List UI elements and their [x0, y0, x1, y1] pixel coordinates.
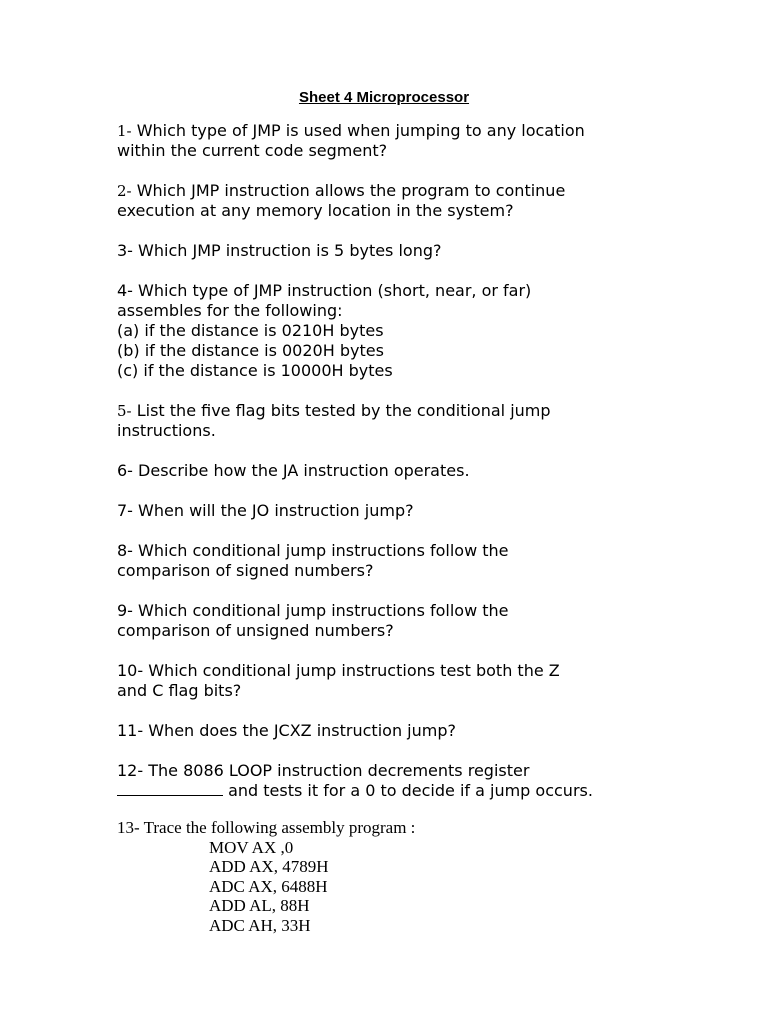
question-text: Which conditional jump instructions test both the Z	[148, 661, 560, 680]
question-number: 8-	[117, 541, 133, 560]
code-line: ADD AX, 4789H	[209, 857, 329, 876]
question-text: Which type of JMP instruction (short, near, or far)	[138, 281, 532, 300]
question-number: 12-	[117, 761, 144, 780]
question-text: and tests it for a 0 to decide if a jump occurs.	[228, 781, 593, 800]
question-1	[117, 121, 677, 161]
question-number: 11-	[117, 721, 144, 740]
code-line: ADC AH, 33H	[209, 915, 311, 935]
code-line: MOV AX ,0	[209, 837, 294, 857]
question-text: Which JMP instruction is 5 bytes long?	[138, 241, 442, 260]
question-11	[117, 721, 677, 741]
question-12	[117, 761, 677, 801]
question-number: 10-	[117, 661, 144, 680]
question-number: 3-	[117, 241, 133, 260]
question-text: Which conditional jump instructions follow the	[138, 541, 509, 560]
question-2	[117, 181, 677, 221]
question-text: The 8086 LOOP instruction decrements register	[148, 761, 530, 780]
question-3	[117, 241, 677, 261]
question-text: comparison of signed numbers?	[117, 561, 374, 580]
question-list	[117, 121, 677, 801]
question-text: List the five flag bits tested by the conditional jump	[136, 401, 551, 420]
question-option: (a) if the distance is 0210H bytes	[117, 321, 384, 340]
question-text: execution at any memory location in the system?	[117, 201, 514, 220]
question-text: Which JMP instruction allows the program to continue	[136, 181, 566, 200]
question-13	[117, 818, 415, 935]
question-5	[117, 401, 677, 441]
question-text: When does the JCXZ instruction jump?	[148, 721, 456, 740]
question-text: When will the JO instruction jump?	[138, 501, 414, 520]
question-9	[117, 601, 677, 641]
question-option: (b) if the distance is 0020H bytes	[117, 341, 384, 360]
question-number: 1-	[117, 122, 132, 140]
code-line: ADD AL, 88H	[209, 896, 310, 915]
question-number: 6-	[117, 461, 133, 480]
question-number: 5-	[117, 402, 132, 420]
fill-in-blank	[117, 781, 223, 796]
question-6	[117, 461, 677, 481]
code-line: ADC AX, 6488H	[209, 876, 328, 896]
question-10	[117, 661, 677, 701]
question-text: 13- Trace the following assembly program :	[117, 818, 416, 837]
question-text: assembles for the following:	[117, 301, 343, 320]
question-text: Which type of JMP is used when jumping to any location	[136, 121, 585, 140]
question-8	[117, 541, 677, 581]
question-text: and C flag bits?	[117, 681, 242, 700]
question-text: instructions.	[117, 421, 216, 440]
question-text: within the current code segment?	[117, 141, 388, 160]
question-number: 7-	[117, 501, 133, 520]
question-7	[117, 501, 677, 521]
code-block	[209, 838, 415, 936]
question-4	[117, 281, 677, 381]
question-text: Which conditional jump instructions follow the	[138, 601, 509, 620]
question-text: Describe how the JA instruction operates.	[138, 461, 470, 480]
question-number: 4-	[117, 281, 133, 300]
question-option: (c) if the distance is 10000H bytes	[117, 361, 393, 380]
page-title: Sheet 4 Microprocessor	[298, 89, 470, 106]
question-text: comparison of unsigned numbers?	[117, 621, 394, 640]
question-number: 9-	[117, 601, 133, 620]
question-number: 2-	[117, 182, 132, 200]
